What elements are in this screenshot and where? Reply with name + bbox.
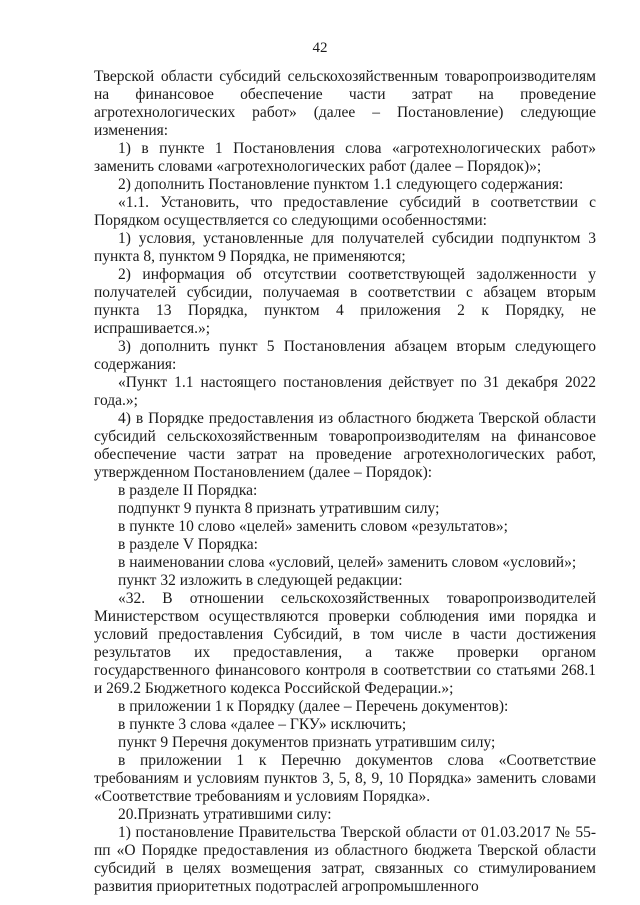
paragraph: в приложении 1 к Перечню документов слова «Соответствие требованиям и условиям пунктов 3, 5, 8, 9, 10 Порядка» заменить словами «Соответствие требованиям и условиям Порядка». [94, 752, 596, 805]
paragraph: «Пункт 1.1 настоящего постановления действует по 31 декабря 2022 года.»; [94, 374, 596, 409]
paragraph: пункт 32 изложить в следующей редакции: [118, 572, 403, 589]
paragraph: в разделе V Порядка: [118, 536, 258, 553]
paragraph: 20.Признать утратившими силу: [118, 806, 332, 823]
paragraph: в пункте 10 слово «целей» заменить словом «результатов»; [118, 518, 508, 535]
paragraph: 3) дополнить пункт 5 Постановления абзацем вторым следующего содержания: [94, 338, 596, 373]
paragraph: 4) в Порядке предоставления из областного бюджета Тверской области субсидий сельскохозяйственным товаропроизводителям на финансовое обеспечение части затрат на проведение агротехнологических работ, утвержденном Постановлением (далее – Порядок): [94, 410, 596, 481]
paragraph: Тверской области субсидий сельскохозяйственным товаропроизводителям на финансовое обеспечение части затрат на проведение агротехнологических работ» (далее – Постановление) следующие изменения: [94, 68, 596, 139]
paragraph: в пункте 3 слова «далее – ГКУ» исключить; [118, 716, 407, 733]
paragraph: в приложении 1 к Порядку (далее – Перечень документов): [118, 698, 509, 715]
paragraph: в наименовании слова «условий, целей» заменить словом «условий»; [118, 554, 577, 571]
paragraph: 2) дополнить Постановление пунктом 1.1 следующего содержания: [118, 176, 564, 193]
paragraph: «32. В отношении сельскохозяйственных товаропроизводителей Министерством осуществляются проверки соблюдения ими порядка и условий предоставления Субсидий, в том числе в части достижения результатов их предоставления, а также проверки органом государственного финансового контроля в соответствии со статьями 268.1 и 269.2 Бюджетного кодекса Российской Федерации.»; [94, 590, 596, 697]
page-number: 42 [312, 40, 328, 56]
paragraph: в разделе II Порядка: [118, 482, 258, 499]
paragraph: подпункт 9 пункта 8 признать утратившим силу; [118, 500, 440, 517]
paragraph: 1) постановление Правительства Тверской области от 01.03.2017 № 55-пп «О Порядке предоставления из областного бюджета Тверской области субсидий в целях возмещения затрат, связанных со стимулированием развития приоритетных подотраслей агропромышленного [94, 824, 596, 895]
paragraph: пункт 9 Перечня документов признать утратившим силу; [118, 734, 496, 751]
document-body [94, 68, 596, 896]
paragraph: «1.1. Установить, что предоставление субсидий в соответствии с Порядком осуществляется со следующими особенностями: [94, 194, 596, 229]
paragraph: 2) информация об отсутствии соответствующей задолженности у получателей субсидии, получаемая в соответствии с абзацем вторым пункта 13 Порядка, пунктом 4 приложения 2 к Порядку, не испрашивается.»; [94, 266, 596, 337]
paragraph: 1) в пункте 1 Постановления слова «агротехнологических работ» заменить словами «агротехнологических работ (далее – Порядок)»; [94, 140, 596, 175]
paragraph: 1) условия, установленные для получателей субсидии подпунктом 3 пункта 8, пунктом 9 Порядка, не применяются; [94, 230, 596, 265]
